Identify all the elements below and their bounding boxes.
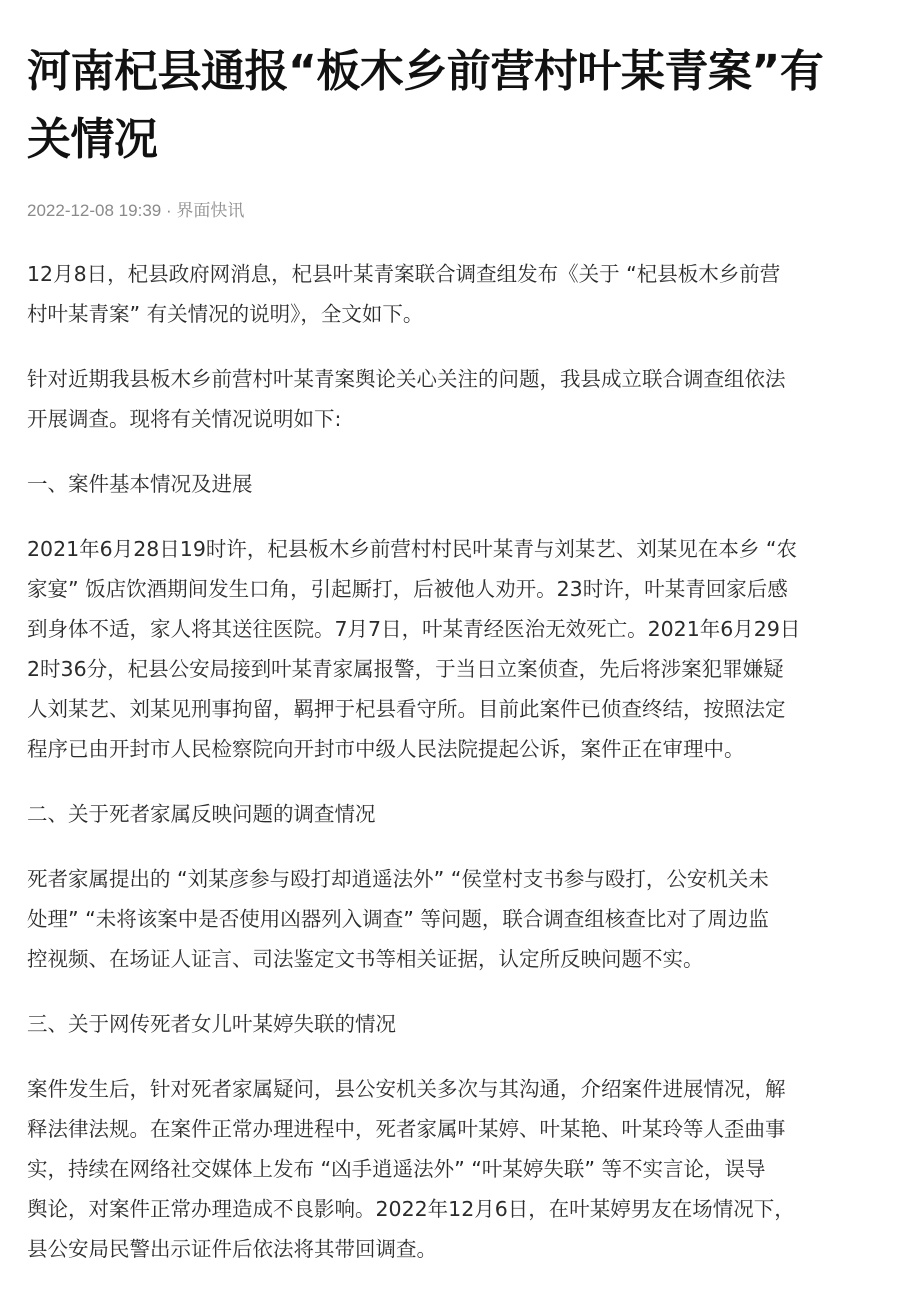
text-line: 处理” “未将该案中是否使用凶器列入调查” 等问题，联合调查组核查比对了周边监 xyxy=(27,907,769,931)
section-heading-1 xyxy=(27,464,887,504)
section-heading-2 xyxy=(27,794,887,834)
text-line: 县公安局民警出示证件后依法将其带回调查。 xyxy=(27,1237,437,1261)
text-line: 家宴” 饭店饮酒期间发生口角，引起厮打，后被他人劝开。23时许，叶某青回家后感 xyxy=(27,577,788,601)
text-line: 2021年6月28日19时许，杞县板木乡前营村村民叶某青与刘某艺、刘某见在本乡 “农 xyxy=(27,537,798,561)
text-line: 2时36分，杞县公安局接到叶某青家属报警，于当日立案侦查，先后将涉案犯罪嫌疑 xyxy=(27,657,784,681)
article-body xyxy=(27,254,887,1269)
section-heading-3 xyxy=(27,1004,887,1044)
text-line: 开展调查。现将有关情况说明如下: xyxy=(27,407,342,431)
meta-separator: · xyxy=(161,201,177,220)
text-line: 死者家属提出的 “刘某彦参与殴打却逍遥法外” “侯堂村支书参与殴打，公安机关未 xyxy=(27,867,769,891)
paragraph-case-basics xyxy=(27,529,887,769)
paragraph-missing-daughter xyxy=(27,1069,887,1269)
title-line: 河南杞县通报“板木乡前营村叶某青案”有 xyxy=(27,46,824,97)
text-line: 释法律法规。在案件正常办理进程中，死者家属叶某婷、叶某艳、叶某玲等人歪曲事 xyxy=(27,1117,786,1141)
paragraph-preface xyxy=(27,359,887,439)
text-line: 控视频、在场证人证言、司法鉴定文书等相关证据，认定所反映问题不实。 xyxy=(27,947,704,971)
paragraph-intro xyxy=(27,254,887,334)
text-line: 到身体不适，家人将其送往医院。7月7日，叶某青经医治无效死亡。2021年6月29日 xyxy=(27,617,801,641)
paragraph-family-issues xyxy=(27,859,887,979)
text-line: 针对近期我县板木乡前营村叶某青案舆论关心关注的问题，我县成立联合调查组依法 xyxy=(27,367,786,391)
text-line: 人刘某艺、刘某见刑事拘留，羁押于杞县看守所。目前此案件已侦查终结，按照法定 xyxy=(27,697,786,721)
source-name: 界面快讯 xyxy=(176,201,245,220)
heading-text: 二、关于死者家属反映问题的调查情况 xyxy=(27,802,376,826)
text-line: 12月8日，杞县政府网消息，杞县叶某青案联合调查组发布《关于 “杞县板木乡前营 xyxy=(27,262,781,286)
text-line: 舆论，对案件正常办理造成不良影响。2022年12月6日，在叶某婷男友在场情况下， xyxy=(27,1197,795,1221)
article-title xyxy=(27,38,887,174)
publish-datetime: 2022-12-08 19:39 xyxy=(27,201,162,220)
text-line: 程序已由开封市人民检察院向开封市中级人民法院提起公诉，案件正在审理中。 xyxy=(27,737,745,761)
text-line: 实，持续在网络社交媒体上发布 “凶手逍遥法外” “叶某婷失联” 等不实言论，误导 xyxy=(27,1157,766,1181)
article-meta xyxy=(27,196,887,220)
text-line: 案件发生后，针对死者家属疑问，县公安机关多次与其沟通，介绍案件进展情况，解 xyxy=(27,1077,786,1101)
text-line: 村叶某青案” 有关情况的说明》，全文如下。 xyxy=(27,302,424,326)
article xyxy=(27,38,887,1294)
heading-text: 三、关于网传死者女儿叶某婷失联的情况 xyxy=(27,1012,396,1036)
title-line: 关情况 xyxy=(27,114,158,165)
heading-text: 一、案件基本情况及进展 xyxy=(27,472,253,496)
